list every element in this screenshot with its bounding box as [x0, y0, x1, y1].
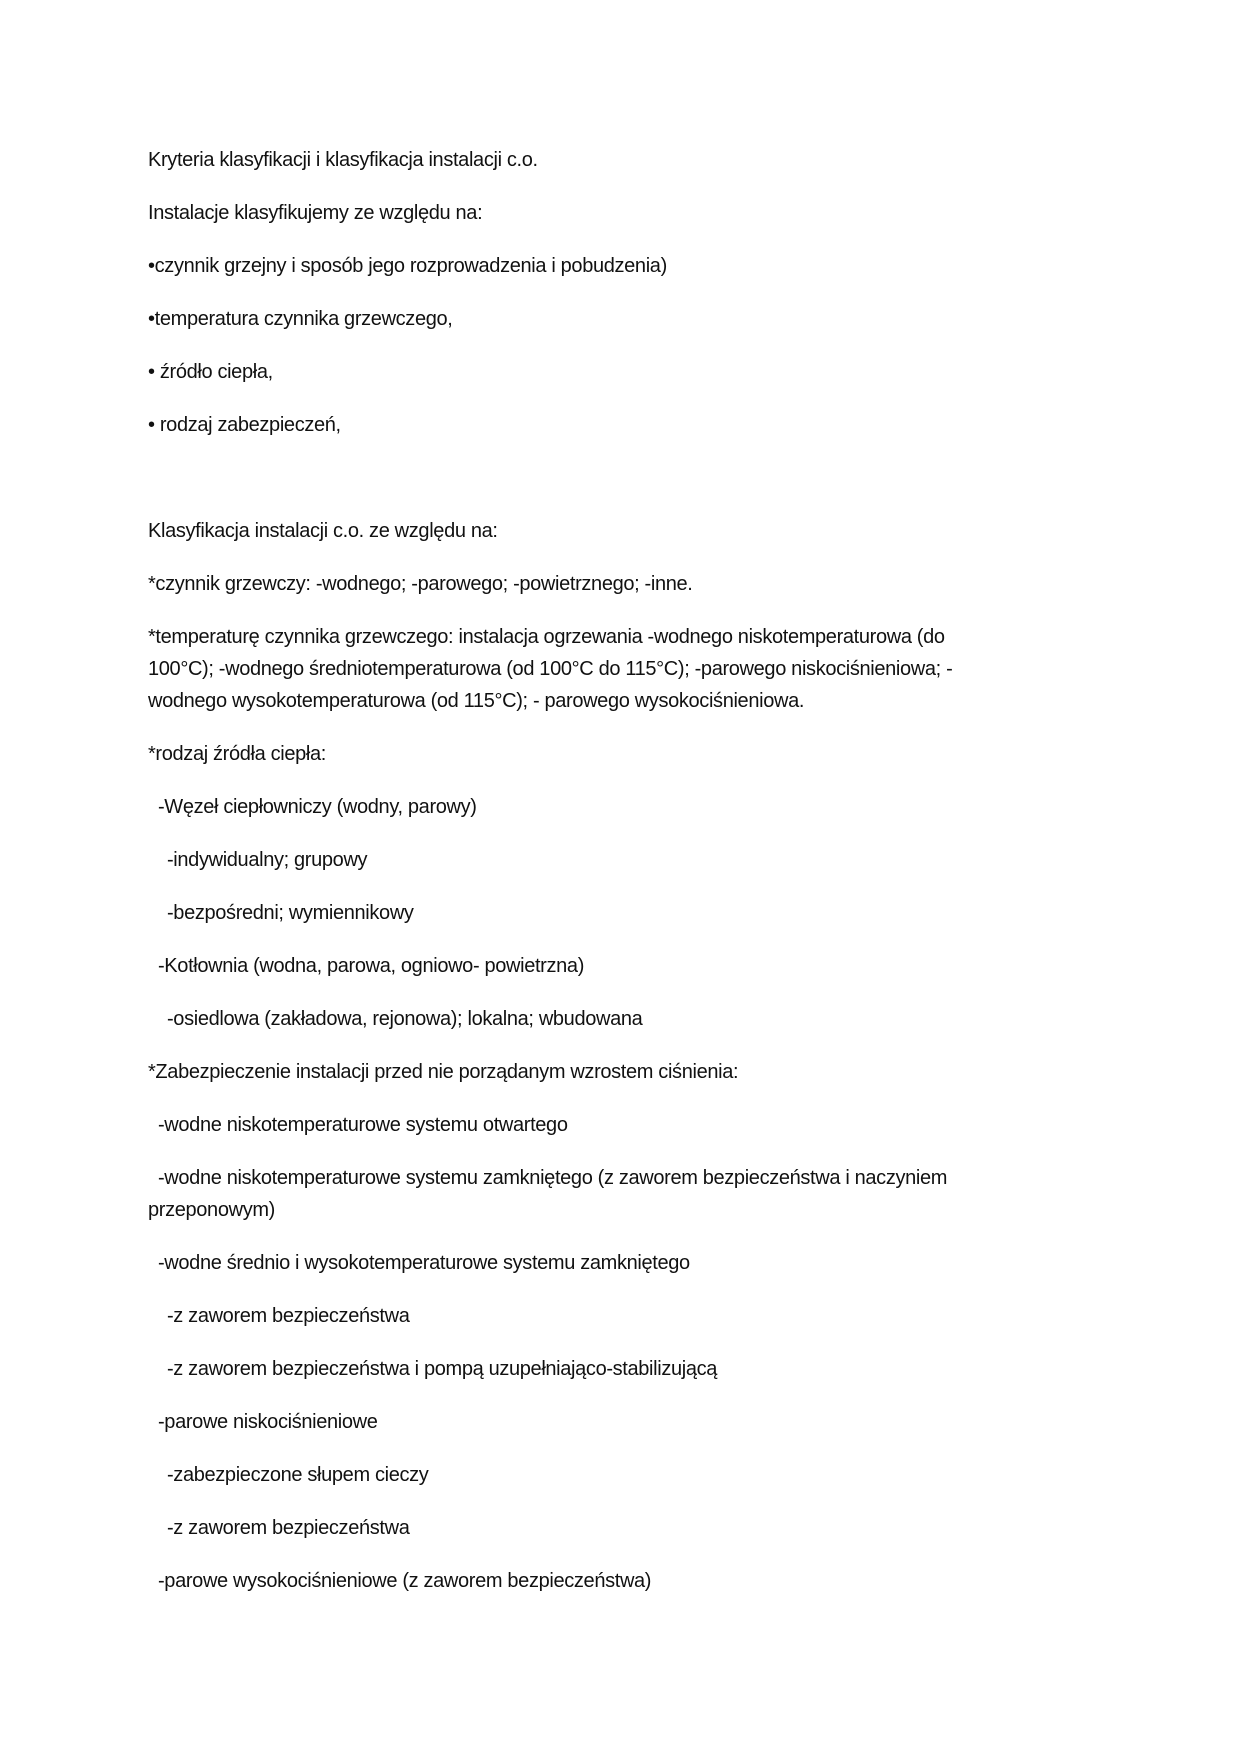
- intro-paragraph: Instalacje klasyfikujemy ze względu na:: [148, 202, 483, 224]
- bullet-item: • źródło ciepła,: [148, 361, 273, 383]
- list-item: -Węzeł ciepłowniczy (wodny, parowy): [158, 796, 477, 818]
- list-item-continuation: przeponowym): [148, 1199, 275, 1221]
- list-subitem: -osiedlowa (zakładowa, rejonowa); lokalna; wbudowana: [167, 1008, 643, 1030]
- temperature-line: wodnego wysokotemperaturowa (od 115°C); - parowego wysokociśnieniowa.: [148, 690, 805, 712]
- list-item: -wodne niskotemperaturowe systemu otwartego: [158, 1114, 568, 1136]
- list-subitem: -zabezpieczone słupem cieczy: [167, 1464, 429, 1486]
- temperature-line: *temperaturę czynnika grzewczego: instalacja ogrzewania -wodnego niskotemperaturowa (do: [148, 626, 945, 648]
- list-subitem: -indywidualny; grupowy: [167, 849, 368, 871]
- list-item: -parowe niskociśnieniowe: [158, 1411, 378, 1433]
- medium-paragraph: *czynnik grzewczy: -wodnego; -parowego; -powietrznego; -inne.: [148, 573, 693, 595]
- bullet-item: •temperatura czynnika grzewczego,: [148, 308, 453, 330]
- bullet-item: •czynnik grzejny i sposób jego rozprowadzenia i pobudzenia): [148, 255, 667, 277]
- list-subitem: -z zaworem bezpieczeństwa: [167, 1305, 410, 1327]
- list-subitem: -z zaworem bezpieczeństwa i pompą uzupełniająco-stabilizującą: [167, 1358, 718, 1380]
- temperature-line: 100°C); -wodnego średniotemperaturowa (od 100°C do 115°C); -parowego niskociśnieniowa; -: [148, 658, 953, 680]
- list-item: -wodne niskotemperaturowe systemu zamkniętego (z zaworem bezpieczeństwa i naczyniem: [158, 1167, 948, 1189]
- list-item: -wodne średnio i wysokotemperaturowe systemu zamkniętego: [158, 1252, 690, 1274]
- heat-source-heading: *rodzaj źródła ciepła:: [148, 743, 326, 765]
- page-title: Kryteria klasyfikacji i klasyfikacja instalacji c.o.: [148, 149, 538, 171]
- list-item: -parowe wysokociśnieniowe (z zaworem bezpieczeństwa): [158, 1570, 652, 1592]
- protection-heading: *Zabezpieczenie instalacji przed nie porządanym wzrostem ciśnienia:: [148, 1061, 739, 1083]
- section-heading: Klasyfikacja instalacji c.o. ze względu na:: [148, 520, 498, 542]
- bullet-item: • rodzaj zabezpieczeń,: [148, 414, 341, 436]
- list-subitem: -bezpośredni; wymiennikowy: [167, 902, 414, 924]
- list-item: -Kotłownia (wodna, parowa, ogniowo- powietrzna): [158, 955, 585, 977]
- list-subitem: -z zaworem bezpieczeństwa: [167, 1517, 410, 1539]
